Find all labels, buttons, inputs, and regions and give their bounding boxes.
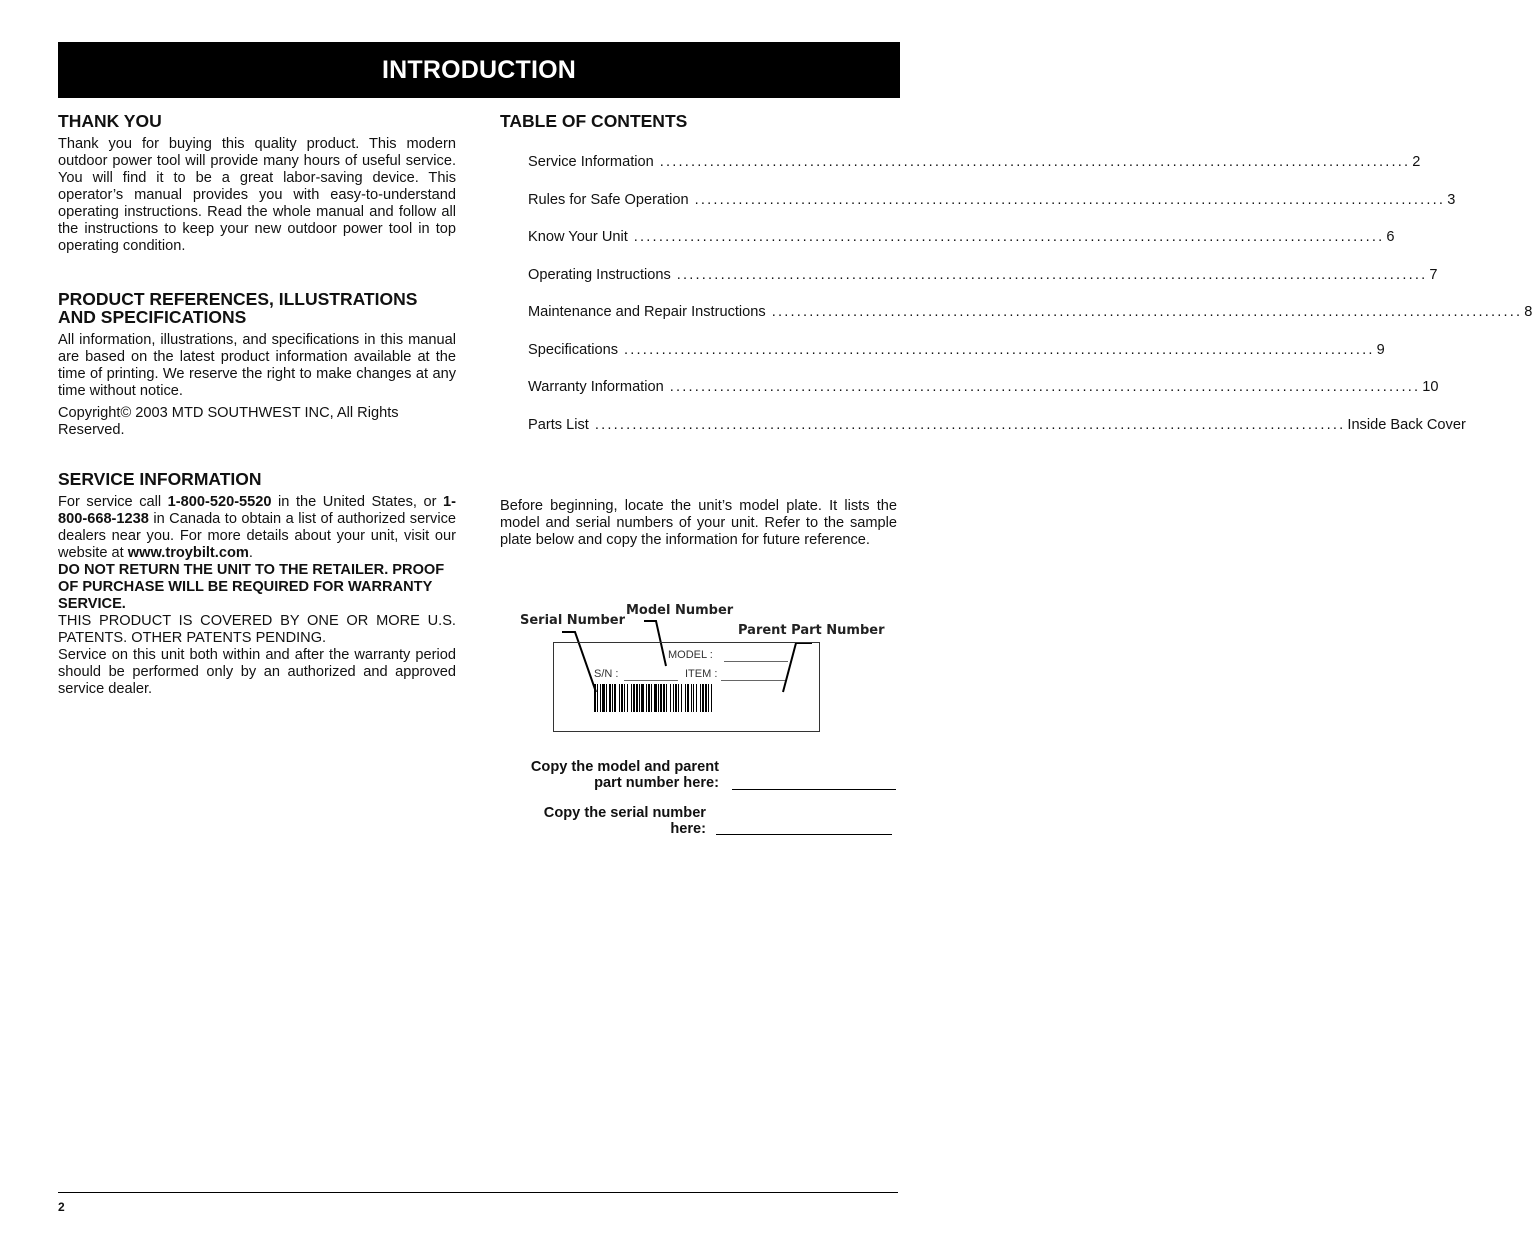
copy-model-label-line1: Copy the model and parent <box>530 759 719 775</box>
thank-you-section <box>58 112 456 255</box>
toc-leader-dots: ........................................................................................................................ <box>659 154 1411 170</box>
model-plate <box>553 642 820 732</box>
toc-item[interactable] <box>500 191 1456 230</box>
toc-leader-dots: ........................................................................................................................ <box>694 191 1446 208</box>
barcode-bar <box>681 684 682 712</box>
barcode <box>594 684 786 714</box>
barcode-bar <box>627 684 628 712</box>
model-plate-diagram <box>516 602 885 737</box>
toc-item-page: 6 <box>1386 229 1395 245</box>
model-plate-intro <box>500 498 897 549</box>
barcode-bar <box>711 684 712 712</box>
model-number-entry-line[interactable] <box>732 789 896 790</box>
plate-model-field: MODEL : <box>668 649 713 661</box>
barcode-bar <box>691 684 692 712</box>
toc-item-page: 3 <box>1447 191 1456 208</box>
thank-you-heading: THANK YOU <box>58 111 162 131</box>
parent-part-number-callout: Parent Part Number <box>738 623 885 638</box>
barcode-bar <box>639 684 640 712</box>
barcode-bar <box>675 684 677 712</box>
patents-notice: THIS PRODUCT IS COVERED BY ONE OR MORE U.S. PATENTS. OTHER PATENTS PENDING. <box>58 613 456 646</box>
barcode-bar <box>658 684 659 712</box>
serial-number-callout: Serial Number <box>520 613 626 628</box>
barcode-bar <box>594 684 596 712</box>
copy-serial-label-line2: here: <box>670 821 706 837</box>
us-phone-number: 1-800-520-5520 <box>167 494 272 510</box>
table-of-contents <box>500 111 1532 454</box>
barcode-bar <box>597 684 598 712</box>
model-plate-instructions: Before beginning, locate the unit’s model plate. It lists the model and serial numbers of your unit. Refer to the sample plate below and copy the information for future reference. <box>500 498 897 548</box>
toc-leader-dots: ........................................................................................................................ <box>633 229 1385 245</box>
toc-item[interactable] <box>500 154 1421 192</box>
barcode-bar <box>678 684 679 712</box>
barcode-bar <box>619 684 620 712</box>
service-contact-paragraph <box>58 494 456 562</box>
serial-number-entry-line[interactable] <box>716 834 892 835</box>
barcode-bar <box>631 684 632 712</box>
toc-leader-dots: ........................................................................................................................ <box>669 379 1421 395</box>
barcode-bar <box>606 684 607 712</box>
canada-phone-number: 1-800-668-1238 <box>58 494 456 527</box>
toc-list <box>500 154 1532 454</box>
toc-heading: TABLE OF CONTENTS <box>500 111 688 131</box>
product-references-heading: PRODUCT REFERENCES, ILLUSTRATIONS AND SPECIFICATIONS <box>58 289 418 327</box>
barcode-bar <box>612 684 613 712</box>
toc-item-page: 7 <box>1429 266 1438 283</box>
toc-item[interactable] <box>500 304 1532 342</box>
plate-item-line <box>721 680 785 681</box>
plate-item-field: ITEM : <box>685 668 718 680</box>
product-references-section <box>58 290 456 439</box>
toc-leader-dots: ........................................................................................................................ <box>594 416 1346 433</box>
barcode-bar <box>666 684 667 712</box>
barcode-bar <box>646 684 647 712</box>
section-banner <box>58 42 900 98</box>
barcode-bar <box>602 684 605 712</box>
page-number: 2 <box>58 1200 65 1214</box>
plate-model-line <box>724 661 788 662</box>
page-title: INTRODUCTION <box>381 55 577 84</box>
return-warning: DO NOT RETURN THE UNIT TO THE RETAILER. PROOF OF PURCHASE WILL BE REQUIRED FOR WARRANTY SERVICE. <box>58 562 445 612</box>
toc-item-label: Specifications <box>528 341 619 358</box>
barcode-bar <box>696 684 697 712</box>
barcode-bar <box>600 684 601 712</box>
model-number-callout: Model Number <box>626 603 734 618</box>
toc-item-page: Inside Back Cover <box>1347 416 1466 433</box>
barcode-bar <box>654 684 657 712</box>
service-information-section <box>58 470 456 698</box>
toc-leader-dots: ........................................................................................................................ <box>771 304 1523 320</box>
toc-item-label: Operating Instructions <box>528 266 671 283</box>
barcode-bar <box>614 684 616 712</box>
copyright-notice: Copyright© 2003 MTD SOUTHWEST INC, All Rights Reserved. <box>58 405 399 438</box>
service-text-a: For service call <box>58 494 168 510</box>
barcode-bar <box>660 684 662 712</box>
barcode-bar <box>702 684 704 712</box>
plate-serial-line <box>624 680 678 681</box>
barcode-bar <box>693 684 694 712</box>
product-references-body: All information, illustrations, and specifications in this manual are based on the latest product information available at the time of printing. We reserve the right to make changes at any time without notice. <box>58 332 456 399</box>
barcode-bar <box>663 684 665 712</box>
service-text-b: in the United States, or <box>271 494 444 510</box>
barcode-bar <box>673 684 674 712</box>
barcode-bar <box>687 684 689 712</box>
toc-item-label: Maintenance and Repair Instructions <box>528 304 766 320</box>
toc-item[interactable] <box>500 266 1438 305</box>
toc-item-page: 9 <box>1376 341 1385 358</box>
barcode-bar <box>651 684 652 712</box>
barcode-bar <box>624 684 625 712</box>
plate-serial-field: S/N : <box>594 668 619 680</box>
toc-item-page: 10 <box>1422 379 1439 395</box>
service-text-c: in Canada to obtain a list of authorized service dealers near you. For more details about your unit, visit our website at <box>58 511 456 561</box>
copy-serial-label-line1: Copy the serial number <box>543 805 706 821</box>
toc-item-page: 8 <box>1524 304 1532 320</box>
barcode-bar <box>648 684 650 712</box>
copy-model-label <box>500 759 719 791</box>
footer-rule <box>58 1192 898 1193</box>
toc-item[interactable] <box>500 379 1439 417</box>
toc-item-label: Service Information <box>528 154 654 170</box>
toc-leader-dots: ........................................................................................................................ <box>624 341 1375 358</box>
barcode-bar <box>670 684 671 712</box>
toc-item-page: 2 <box>1412 154 1421 170</box>
thank-you-body: Thank you for buying this quality product. This modern outdoor power tool will provide many hours of useful service. You will find it to be a great labor-saving device. This operator’s manual provides you with easy-to-understand operating instructions. Read the whole manual and follow all the instructions to keep your new outdoor power tool in top operating condition. <box>58 136 456 254</box>
toc-item-label: Know Your Unit <box>528 229 628 245</box>
service-information-heading: SERVICE INFORMATION <box>58 469 262 489</box>
barcode-bar <box>641 684 644 712</box>
barcode-bar <box>636 684 638 712</box>
barcode-bar <box>700 684 701 712</box>
barcode-bar <box>705 684 707 712</box>
toc-item[interactable] <box>500 416 1466 455</box>
barcode-bar <box>621 684 623 712</box>
barcode-bar <box>708 684 709 712</box>
barcode-bar <box>633 684 635 712</box>
toc-leader-dots: ........................................................................................................................ <box>676 266 1428 283</box>
copy-serial-label <box>500 805 706 837</box>
authorized-dealer-note: Service on this unit both within and after the warranty period should be performed only by an authorized and approved service dealer. <box>58 647 456 697</box>
toc-item[interactable] <box>500 229 1395 267</box>
toc-item-label: Warranty Information <box>528 379 664 395</box>
toc-item[interactable] <box>500 341 1385 380</box>
toc-item-label: Rules for Safe Operation <box>528 191 689 208</box>
toc-item-label: Parts List <box>528 416 589 433</box>
barcode-bar <box>685 684 686 712</box>
barcode-bar <box>609 684 611 712</box>
service-text-d: . <box>248 545 253 561</box>
copy-model-label-line2: part number here: <box>594 775 719 791</box>
website-link[interactable]: www.troybilt.com <box>127 545 249 561</box>
